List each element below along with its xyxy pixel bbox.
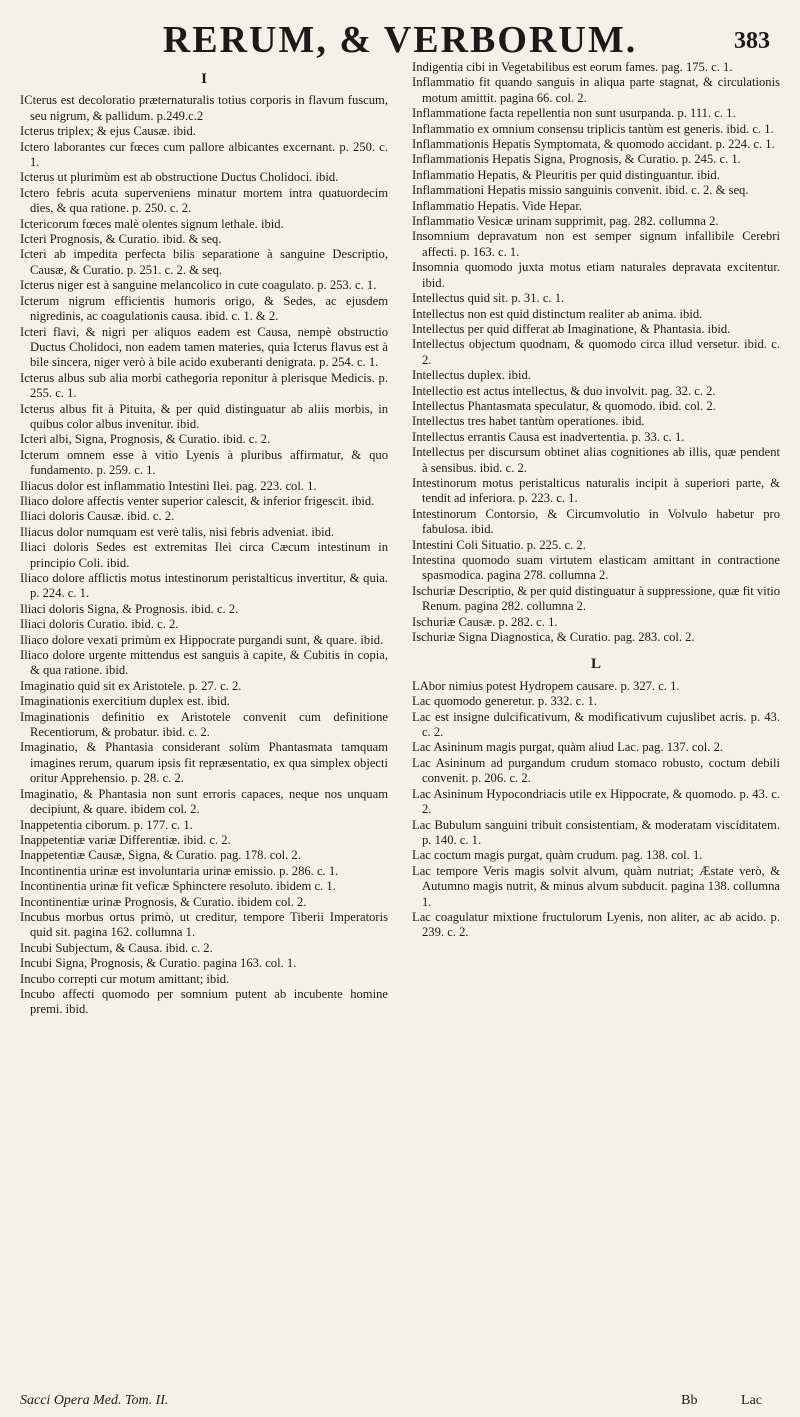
- index-entry: Inappetentiæ Causæ, Signa, & Curatio. pag. 178. col. 2.: [20, 848, 301, 863]
- index-entry: Ictero laborantes cur fœces cum pallore albicantes excernant. p. 250. c. 1.: [20, 139, 388, 170]
- index-entry: Incontinentiæ urinæ Prognosis, & Curatio. ibidem col. 2.: [20, 894, 307, 909]
- index-entry: Imaginationis exercitium duplex est. ibid.: [20, 694, 230, 709]
- index-entry: Iliaco dolore afflictis motus intestinorum peristalticus invertitur, & quia. p. 224. c. 1.: [20, 571, 388, 601]
- index-entry: Intellectus per discursum obtinet alias cognitiones ab illis, quæ pendent à sensibus. ibid. c. 2.: [412, 445, 780, 475]
- index-entry: Incontinentia urinæ fit veficæ Sphinctere resoluto. ibidem c. 1.: [20, 879, 336, 894]
- index-entry: Imaginatio quid sit ex Aristotele. p. 27. c. 2.: [20, 678, 242, 693]
- index-entry: Lac Asininum ad purgandum crudum stomaco robusto, coctum debili convenit. p. 206. c. 2.: [412, 755, 780, 786]
- index-entry: Icterum nigrum efficientis humoris origo, & Sedes, ac ejusdem nigredinis, ac coagulationis causa. ibid. c. 1. & 2.: [20, 293, 388, 324]
- index-entry: Ictero febris acuta superveniens minatur mortem intra quatuordecim dies, & qua ratione. p. 250. c. 2.: [20, 185, 388, 216]
- index-entry: Intellectus errantis Causa est inadvertentia. p. 33. c. 1.: [412, 429, 685, 444]
- index-entry: LAbor nimius potest Hydropem causare. p. 327. c. 1.: [412, 678, 680, 693]
- index-entry: Iliacus dolor est inflammatio Intestini Ilei. pag. 223. col. 1.: [20, 478, 317, 493]
- index-entry: Intestinorum motus peristalticus naturalis incipit à superiori parte, & tendit ad inferiora. p. 223. c. 1.: [412, 475, 780, 506]
- page-number: 383: [734, 28, 770, 54]
- index-entry: Incubus morbus ortus primò, ut creditur, tempore Tiberii Imperatoris quid sit. pagina 162. collumna 1.: [20, 909, 388, 940]
- index-entry: Lac tempore Veris magis solvit alvum, quàm nutriat; Æstate verò, & Autumno magis nutrit, & minus alvum subducit. pagina 138. collumna 1.: [412, 863, 780, 909]
- index-entry: Icteri ab impedita perfecta bilis separatione à sanguine Descriptio, Causæ, & Curatio. p. 251. c. 2. & seq.: [20, 247, 388, 277]
- index-entry: Ischuriæ Descriptio, & per quid distinguatur à suppressione, quæ fit vitio Renum. pagina 282. collumna 2.: [412, 583, 780, 614]
- index-entry: Incubo correpti cur motum amittant; ibid.: [20, 971, 230, 986]
- section-letter-l: L: [590, 656, 601, 673]
- index-entry: Intestini Coli Situatio. p. 225. c. 2.: [412, 537, 586, 552]
- index-entry: Lac quomodo generetur. p. 332. c. 1.: [412, 694, 598, 709]
- index-entry: Incontinentia urinæ est involuntaria urinæ emissio. p. 286. c. 1.: [20, 863, 339, 878]
- index-entry: Inflammationi Hepatis missio sanguinis convenit. ibid. c. 2. & seq.: [412, 183, 749, 198]
- index-entry: Iliaco dolore urgente mittendus est sanguis à capite, & Cubitis in copia, & qua ratione. ibid.: [20, 648, 388, 678]
- index-entry: Lac est insigne dulcificativum, & modificativum cujuslibet acris. p. 43. c. 2.: [412, 709, 780, 740]
- index-entry: Ischuriæ Signa Diagnostica, & Curatio. pag. 283. col. 2.: [412, 630, 695, 645]
- catchword: Lac: [741, 1393, 762, 1408]
- index-entry: Intellectus Phantasmata speculatur, & quomodo. ibid. col. 2.: [412, 398, 716, 413]
- index-entry: Iliaci doloris Curatio. ibid. c. 2.: [20, 617, 179, 632]
- index-entry: Iliaci doloris Sedes est extremitas Ilei circa Cæcum intestinum in principio Coli. ibid.: [20, 540, 388, 570]
- index-entry: Iliaco dolore vexati primùm ex Hippocrate purgandi sunt, & quare. ibid.: [20, 632, 384, 647]
- index-entry: Intellectus objectum quodnam, & quomodo circa illud versetur. ibid. c. 2.: [412, 337, 780, 367]
- index-entry: Incubo affecti quomodo per somnium putent ab incubente homine premi. ibid.: [20, 986, 388, 1017]
- index-entry: Intellectio est actus intellectus, & duo involvit. pag. 32. c. 2.: [412, 383, 716, 398]
- index-entry: Inflammationis Hepatis Signa, Prognosis, & Curatio. p. 245. c. 1.: [412, 152, 741, 167]
- index-entry: Iliaco dolore affectis venter superior calescit, & inferior frigescit. ibid.: [20, 493, 375, 508]
- index-entry: Intestinorum Contorsio, & Circumvolutio in Volvulo habetur pro fabulosa. ibid.: [412, 506, 780, 537]
- index-entry: Insomnium depravatum non est semper signum infallibile Cerebri affecti. p. 163. c. 1.: [412, 229, 780, 259]
- index-entry: Intellectus per quid differat ab Imaginatione, & Phantasia. ibid.: [412, 321, 731, 336]
- index-entry: Icterus ut plurimùm est ab obstructione Ductus Cholidoci. ibid.: [20, 170, 339, 185]
- signature-mark: Bb: [681, 1393, 698, 1408]
- index-entry: Inflammatio fit quando sanguis in aliqua parte stagnat, & circulationis motum amittit. pagina 66. col. 2.: [412, 75, 780, 105]
- index-entry: Inflammatione facta repellentia non sunt usurpanda. p. 111. c. 1.: [412, 106, 736, 121]
- index-entry: Iliacus dolor numquam est verè talis, nisi febris adveniat. ibid.: [20, 524, 335, 539]
- index-entry: Insomnia quomodo juxta motus etiam naturales depravata excitentur. ibid.: [412, 260, 780, 290]
- index-entry: ICterus est decoloratio præternaturalis totius corporis in flavum fuscum, seu nigrum, & pallidum. p.249.c.2: [20, 93, 388, 123]
- index-entry: Ictericorum fœces malè olentes signum lethale. ibid.: [20, 216, 284, 231]
- index-entry: Intestina quomodo suam virtutem elasticam amittant in contractione spasmodica. pagina 278. collumna 2.: [412, 553, 780, 583]
- footer-marks: [641, 1393, 762, 1409]
- index-entry: Icterus niger est à sanguine melancolico in cute coagulato. p. 253. c. 1.: [20, 278, 377, 293]
- index-entry: Inappetentiæ variæ Differentiæ. ibid. c. 2.: [20, 832, 231, 847]
- index-entry: Inflammatio Vesicæ urinam supprimit, pag. 282. collumna 2.: [412, 214, 719, 229]
- index-entry: Lac Asininum Hypocondriacis utile ex Hippocrate, & quomodo. p. 43. c. 2.: [412, 786, 780, 817]
- index-entry: Incubi Subjectum, & Causa. ibid. c. 2.: [20, 940, 213, 955]
- index-entry: Icteri albi, Signa, Prognosis, & Curatio. ibid. c. 2.: [20, 432, 271, 447]
- index-entry: Inappetentia ciborum. p. 177. c. 1.: [20, 817, 193, 832]
- signature-line: Sacci Opera Med. Tom. II.: [20, 1393, 169, 1408]
- left-column: [20, 60, 388, 1390]
- index-entry: Icterus albus sub alia morbi cathegoria reponitur à plerisque Medicis. p. 255. c. 1.: [20, 370, 388, 401]
- index-entry: Inflammatio Hepatis, & Pleuritis per quid distinguantur. ibid.: [412, 167, 720, 182]
- index-entry: Inflammationis Hepatis Symptomata, & quomodo accidant. p. 224. c. 1.: [412, 137, 775, 152]
- index-entry: Intellectus quid sit. p. 31. c. 1.: [412, 291, 565, 306]
- section-letter-i: I: [201, 71, 207, 87]
- index-entry: Icterus albus fit à Pituita, & per quid distinguatur ab aliis morbis, in quibus color albus invenitur. ibid.: [20, 401, 388, 431]
- index-entry: Lac Asininum magis purgat, quàm aliud Lac. pag. 137. col. 2.: [412, 740, 724, 755]
- index-entry: Intellectus non est quid distinctum realiter ab anima. ibid.: [412, 306, 703, 321]
- running-title: RERUM, & VERBORUM.: [162, 19, 638, 61]
- index-entry: Ischuriæ Causæ. p. 282. c. 1.: [412, 614, 558, 629]
- index-entry: Intellectus duplex. ibid.: [412, 368, 531, 383]
- index-columns: [20, 60, 795, 1390]
- index-entry: Icterum omnem esse à vitio Lyenis à pluribus affirmatur, & quo fundamento. p. 259. c. 1.: [20, 447, 388, 478]
- index-entry: Lac Bubulum sanguini tribuit consistentiam, & moderatam viscíditatem. p. 140. c. 1.: [412, 817, 780, 847]
- index-entry: Intellectus tres habet tantùm operationes. ibid.: [412, 414, 645, 429]
- index-entry: Lac coagulatur mixtione fructulorum Lyenis, non aliter, ac ab acido. p. 239. c. 2.: [412, 909, 780, 940]
- right-column: [412, 60, 780, 1390]
- index-entry: Incubi Signa, Prognosis, & Curatio. pagina 163. col. 1.: [20, 956, 297, 971]
- index-entry: Imaginatio, & Phantasia non sunt erroris capaces, neque nos unquam decipiunt, & quare. ibidem col. 2.: [20, 786, 388, 817]
- right-entries-top: [412, 60, 780, 645]
- index-entry: Imaginatio, & Phantasia considerant solùm Phantasmata tamquam imagines rerum, quarum ipsis fit repræsentatio, ex qua simplex objecti oritur Apprehensio. p. 28. c. 2.: [20, 740, 388, 786]
- index-entry: Icteri Prognosis, & Curatio. ibid. & seq.: [20, 232, 222, 247]
- index-entry: Icterus triplex; & ejus Causæ. ibid.: [20, 124, 196, 139]
- index-entry: Inflammatio ex omnium consensu triplicis tantùm est generis. ibid. c. 1.: [412, 121, 774, 136]
- index-entry: Lac coctum magis purgat, quàm crudum. pag. 138. col. 1.: [412, 848, 703, 863]
- right-entries-bottom: [412, 679, 780, 941]
- index-entry: Iliaci doloris Causæ. ibid. c. 2.: [20, 509, 175, 524]
- index-entry: Imaginationis definitio ex Aristotele convenit cum definitione Recentiorum, & probatur. ibid. c. 2.: [20, 709, 388, 740]
- index-entry: Iliaci doloris Signa, & Prognosis. ibid. c. 2.: [20, 601, 239, 616]
- index-entry: Inflammatio Hepatis. Vide Hepar.: [412, 198, 583, 213]
- index-entry: Icteri flavi, & nigri per aliquos eadem est Causa, nempè obstructio Ductus Cholidoci, non eadem tamen materies, quia Icterus flavus est à bile sincera, niger verò à bile acido exuberanti denigrata. p. 254. c. 1.: [20, 324, 388, 370]
- index-entry: Indigentia cibi in Vegetabilibus est eorum fames. pag. 175. c. 1.: [412, 60, 733, 74]
